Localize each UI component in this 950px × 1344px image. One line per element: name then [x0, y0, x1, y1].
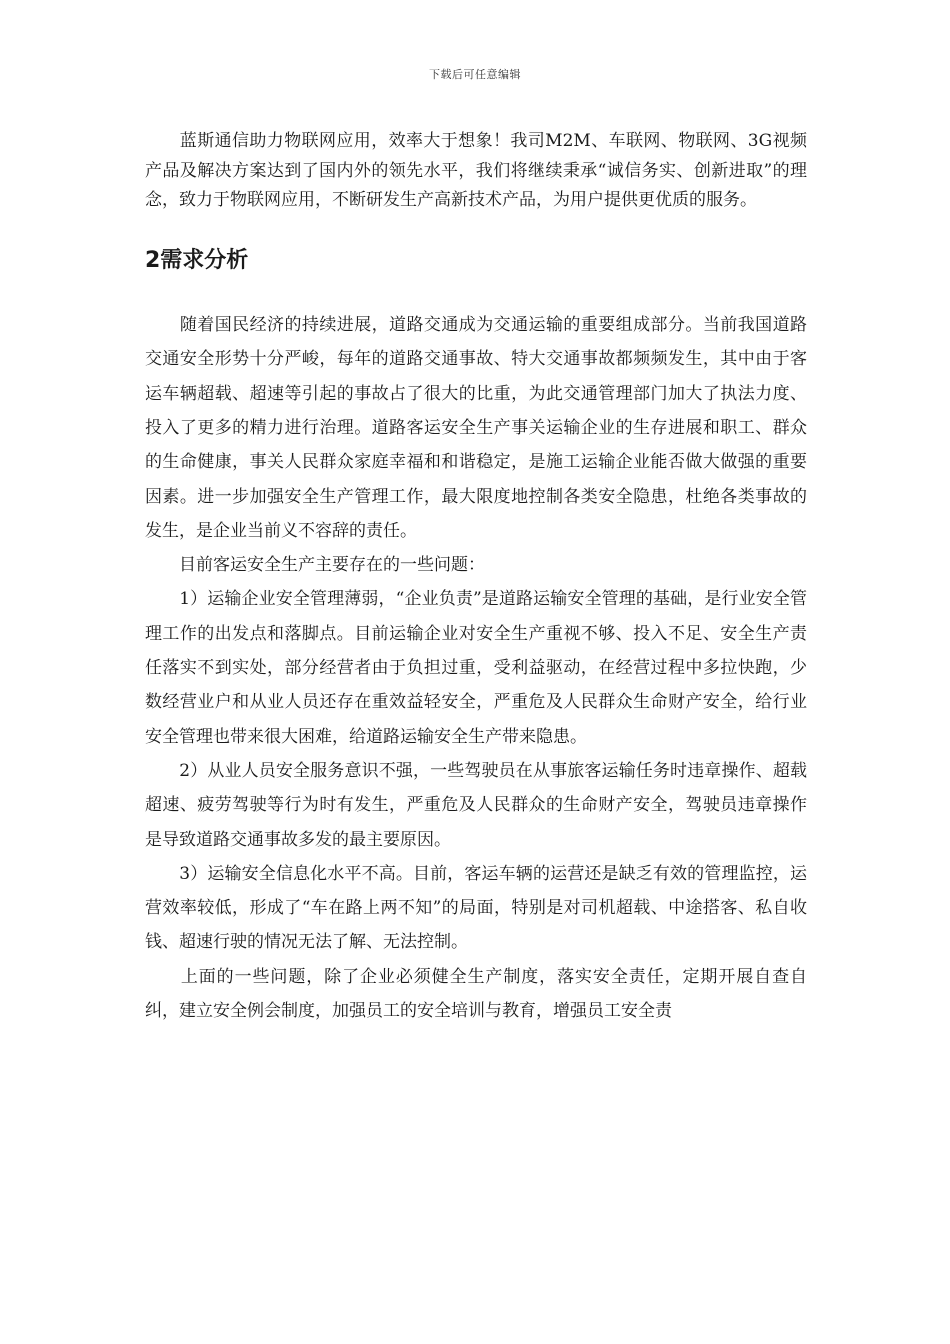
paragraph-background: 随着国民经济的持续进展，道路交通成为交通运输的重要组成部分。当前我国道路交通安全形势十分严峻，每年的道路交通事故、特大交通事故都频频发生，其中由于客运车辆超载、超速等引起的事故占了很大的比重，为此交通管理部门加大了执法力度、投入了更多的精力进行治理。道路客运安全生产事关运输企业的生存进展和职工、群众的生命健康，事关人民群众家庭幸福和和谐稳定，是施工运输企业能否做大做强的重要因素。进一步加强安全生产管理工作，最大限度地控制各类安全隐患，杜绝各类事故的发生，是企业当前义不容辞的责任。: [145, 315, 807, 541]
paragraph-problems-intro: 目前客运安全生产主要存在的一些问题：: [145, 555, 485, 576]
paragraph-problem-2: 2）从业人员安全服务意识不强，一些驾驶员在从事旅客运输任务时违章操作、超载超速、疲劳驾驶等行为时有发生，严重危及人民群众的生命财产安全，驾驶员违章操作是导致道路交通事故多发的最主要原因。: [145, 760, 807, 850]
paragraph-problem-3: 3）运输安全信息化水平不高。目前，客运车辆的运营还是缺乏有效的管理监控，运营效率较低，形成了“车在路上两不知”的局面，特别是对司机超载、中途搭客、私自收钱、超速行驶的情况无法了解、无法控制。: [145, 863, 807, 953]
intro-paragraph: 蓝斯通信助力物联网应用，效率大于想象！我司M2M、车联网、物联网、3G视频产品及解决方案达到了国内外的领先水平，我们将继续秉承“诚信务实、创新进取”的理念，致力于物联网应用，不断研发生产高新技术产品，为用户提供更优质的服务。: [145, 131, 807, 211]
paragraph-conclusion: 上面的一些问题，除了企业必须健全生产制度，落实安全责任，定期开展自查自纠，建立安全例会制度，加强员工的安全培训与教育，增强员工安全责: [145, 966, 807, 1022]
header-note: 下载后可任意编辑: [429, 68, 521, 81]
section-heading: 2需求分析: [145, 248, 249, 274]
paragraph-problem-1: 1）运输企业安全管理薄弱，“企业负责”是道路运输安全管理的基础，是行业安全管理工作的出发点和落脚点。目前运输企业对安全生产重视不够、投入不足、安全生产责任落实不到实处，部分经营者由于负担过重，受利益驱动，在经营过程中多拉快跑，少数经营业户和从业人员还存在重效益轻安全，严重危及人民群众生命财产安全，给行业安全管理也带来很大困难，给道路运输安全生产带来隐患。: [145, 589, 807, 747]
document-body: [145, 127, 807, 1028]
